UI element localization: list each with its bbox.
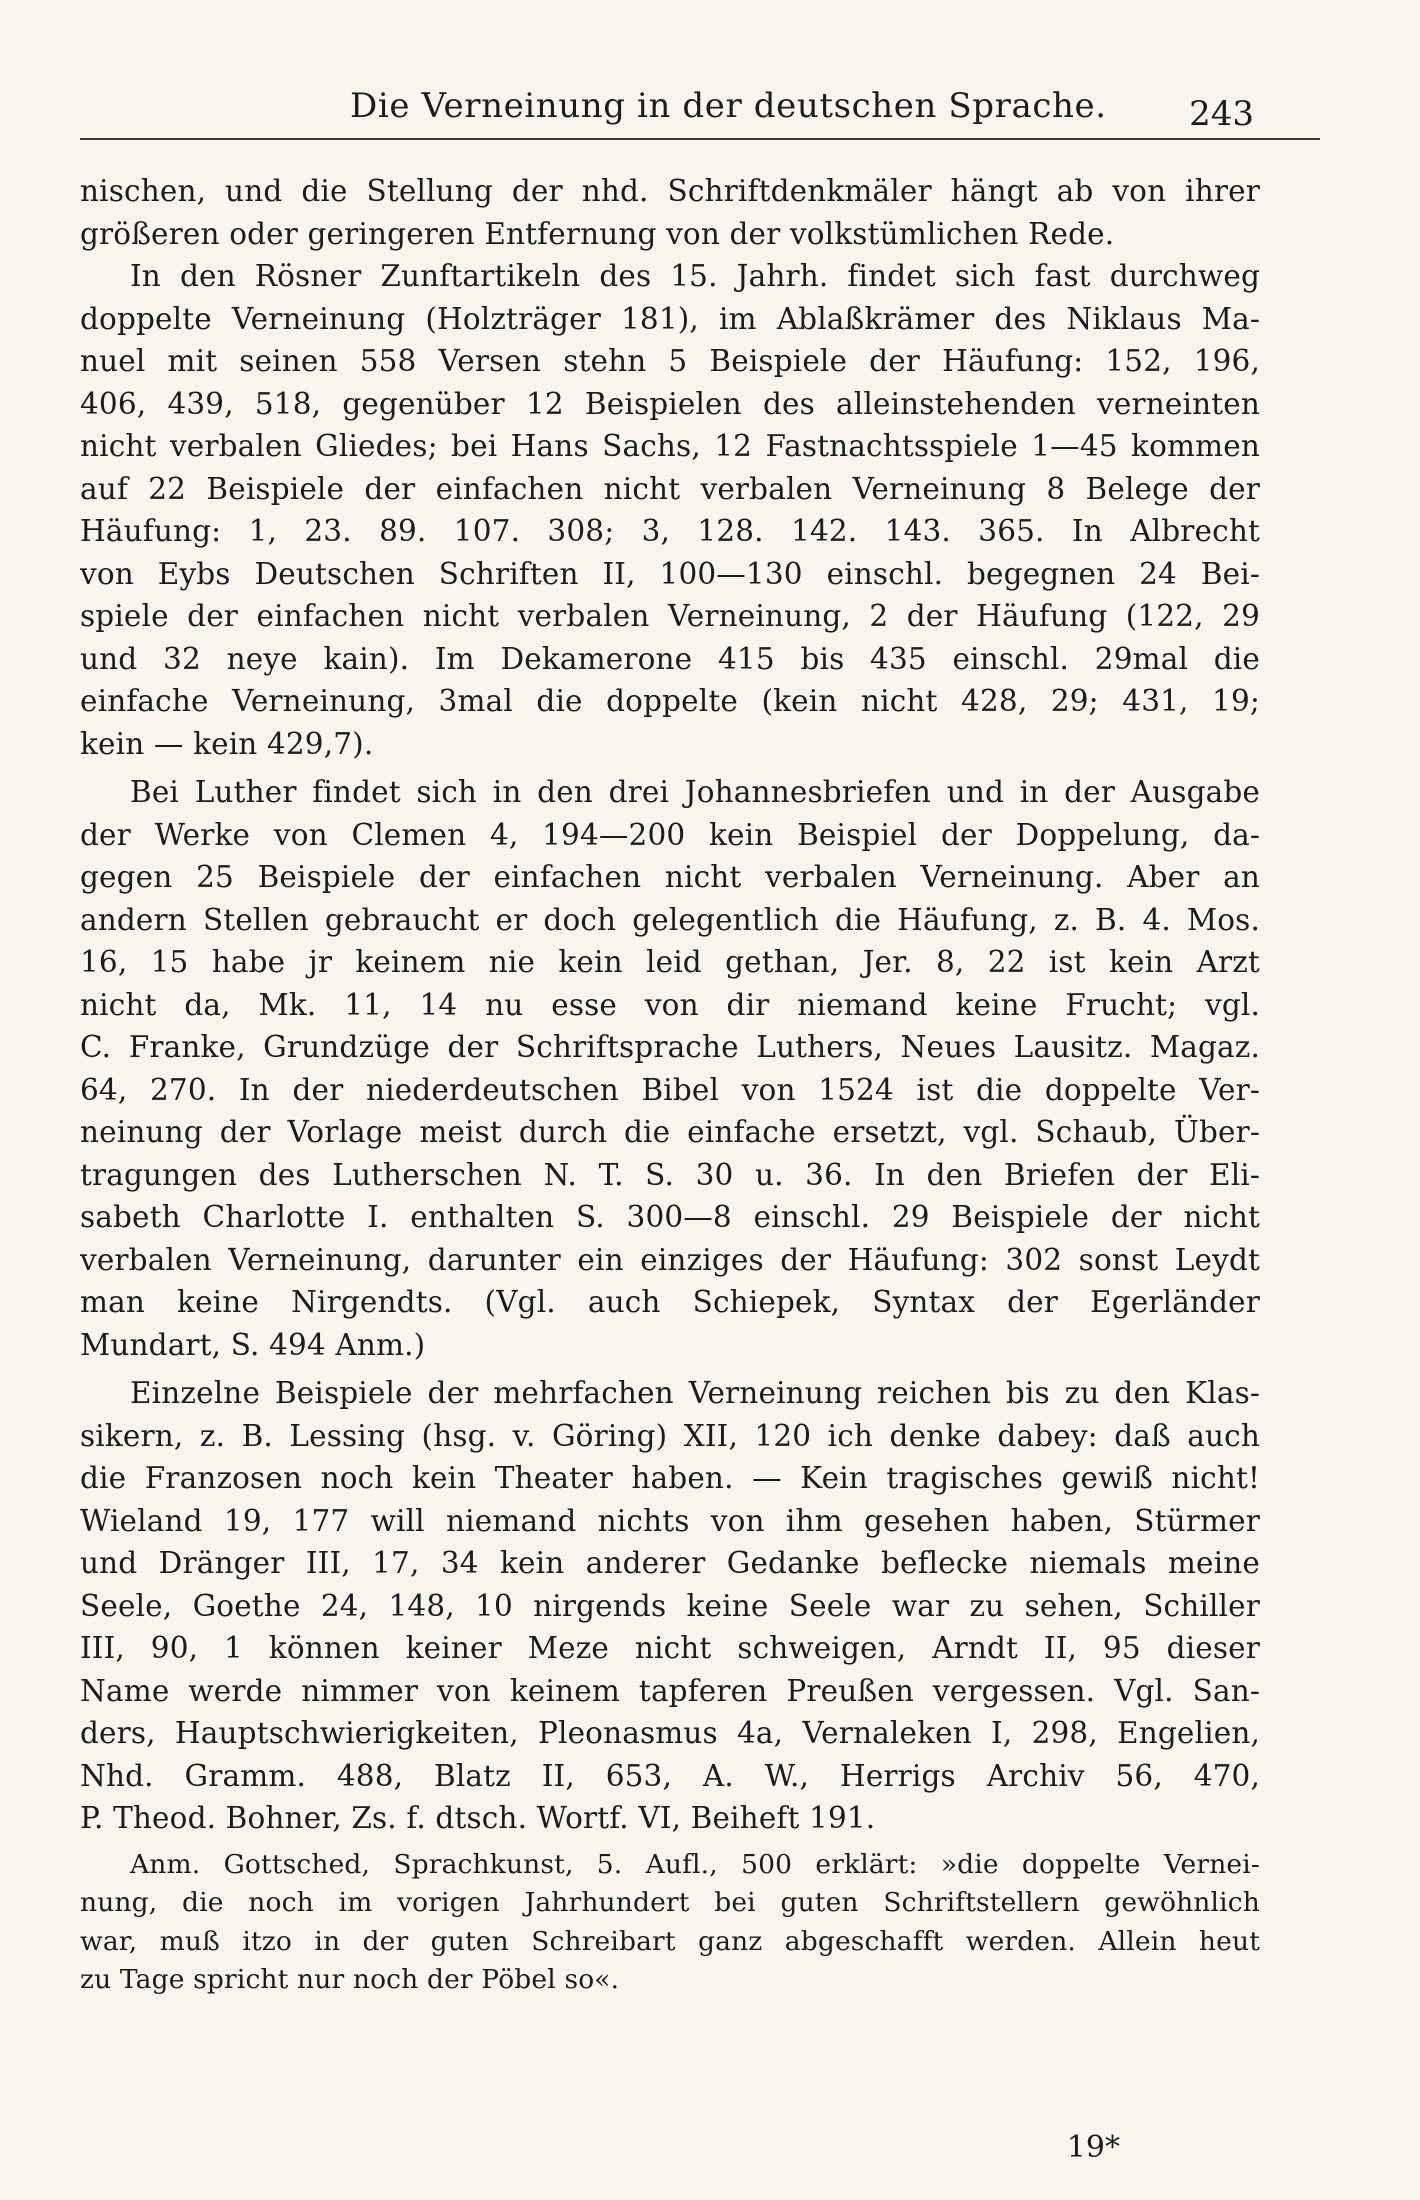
text-line: nicht da, Mk. 11, 14 nu esse von dir niemand keine Frucht; vgl. — [80, 987, 1260, 1022]
note-line: Anm. Gottsched, Sprachkunst, 5. Aufl., 500 erklärt: »die doppelte Vernei- — [130, 1848, 1260, 1880]
text-line: Bei Luther findet sich in den drei Johannesbriefen und in der Ausgabe — [130, 775, 1260, 809]
text-line: ders, Hauptschwierigkeiten, Pleonasmus 4a, Vernaleken I, 298, Engelien, — [80, 1716, 1260, 1750]
text-line: von Eybs Deutschen Schriften II, 100—130 einschl. begegnen 24 Bei- — [80, 556, 1260, 591]
text-line: doppelte Verneinung (Holzträger 181), im Ablaßkrämer des Niklaus Ma- — [80, 301, 1260, 336]
text-line: III, 90, 1 können keiner Meze nicht schweigen, Arndt II, 95 dieser — [80, 1631, 1260, 1665]
text-line: neinung der Vorlage meist durch die einfache ersetzt, vgl. Schaub, Über- — [80, 1115, 1260, 1149]
text-line: 64, 270. In der niederdeutschen Bibel von 1524 ist die doppelte Ver- — [80, 1072, 1260, 1107]
text-line: P. Theod. Bohner, Zs. f. dtsch. Wortf. VI, Beiheft 191. — [80, 1801, 876, 1835]
text-line: sabeth Charlotte I. enthalten S. 300—8 einschl. 29 Beispiele der nicht — [80, 1200, 1260, 1234]
text-line: Häufung: 1, 23. 89. 107. 308; 3, 128. 142. 143. 365. In Albrecht — [80, 514, 1260, 548]
note-line: zu Tage spricht nur noch der Pöbel so«. — [80, 1964, 620, 1995]
text-line: andern Stellen gebraucht er doch gelegentlich die Häufung, z. B. 4. Mos. — [80, 902, 1260, 937]
text-line: auf 22 Beispiele der einfachen nicht verbalen Verneinung 8 Belege der — [80, 471, 1260, 506]
text-line: Wieland 19, 177 will niemand nichts von ihm gesehen haben, Stürmer — [80, 1503, 1260, 1538]
body-text — [80, 170, 1260, 2000]
text-line: Mundart, S. 494 Anm.) — [80, 1327, 426, 1362]
text-line: spiele der einfachen nicht verbalen Verneinung, 2 der Häufung (122, 29 — [80, 599, 1260, 633]
text-line: die Franzosen noch kein Theater haben. — Kein tragisches gewiß nicht! — [80, 1461, 1260, 1495]
text-line: und Dränger III, 17, 34 kein anderer Gedanke beflecke niemals meine — [80, 1546, 1260, 1580]
header-rule — [80, 138, 1320, 140]
text-line: In den Rösner Zunftartikeln des 15. Jahrh. findet sich fast durchweg — [130, 259, 1260, 293]
text-line: einfache Verneinung, 3mal die doppelte (kein nicht 428, 29; 431, 19; — [80, 684, 1260, 718]
text-line: man keine Nirgendts. (Vgl. auch Schiepek, Syntax der Egerländer — [80, 1285, 1260, 1319]
text-line: Name werde nimmer von keinem tapferen Preußen vergessen. Vgl. San- — [80, 1673, 1260, 1708]
text-line: nicht verbalen Gliedes; bei Hans Sachs, 12 Fastnachtsspiele 1—45 kommen — [80, 429, 1260, 463]
text-line: der Werke von Clemen 4, 194—200 kein Beispiel der Doppelung, da- — [80, 817, 1260, 852]
text-line: Einzelne Beispiele der mehrfachen Verneinung reichen bis zu den Klas- — [130, 1376, 1260, 1410]
note-line: nung, die noch im vorigen Jahrhundert bei guten Schriftstellern gewöhnlich — [80, 1887, 1260, 1918]
page-number: 243 — [1189, 94, 1254, 134]
signature-mark: 19* — [1066, 2130, 1120, 2165]
text-line: Nhd. Gramm. 488, Blatz II, 653, A. W., Herrigs Archiv 56, 470, — [80, 1758, 1260, 1793]
running-title: Die Verneinung in der deutschen Sprache. — [350, 86, 1107, 126]
text-line: und 32 neye kain). Im Dekamerone 415 bis 435 einschl. 29mal die — [80, 641, 1260, 676]
text-line: größeren oder geringeren Entfernung von der volkstümlichen Rede. — [80, 216, 1115, 251]
text-line: gegen 25 Beispiele der einfachen nicht verbalen Verneinung. Aber an — [80, 860, 1260, 894]
text-line: Seele, Goethe 24, 148, 10 nirgends keine Seele war zu sehen, Schiller — [80, 1588, 1260, 1623]
text-line: sikern, z. B. Lessing (hsg. v. Göring) XII, 120 ich denke dabey: daß auch — [80, 1418, 1260, 1453]
text-line: 406, 439, 518, gegenüber 12 Beispielen des alleinstehenden verneinten — [80, 386, 1260, 421]
text-line: verbalen Verneinung, darunter ein einziges der Häufung: 302 sonst Leydt — [80, 1242, 1260, 1277]
text-line: nuel mit seinen 558 Versen stehn 5 Beispiele der Häufung: 152, 196, — [80, 344, 1260, 378]
text-line: 16, 15 habe jr keinem nie kein leid gethan, Jer. 8, 22 ist kein Arzt — [80, 945, 1260, 979]
text-line: C. Franke, Grundzüge der Schriftsprache Luthers, Neues Lausitz. Magaz. — [80, 1030, 1260, 1064]
footnote — [80, 1846, 1260, 2000]
text-line: kein — kein 429,7). — [80, 726, 374, 761]
running-head — [80, 86, 1340, 144]
text-line: tragungen des Lutherschen N. T. S. 30 u. 36. In den Briefen der Eli- — [80, 1157, 1260, 1192]
note-line: war, muß itzo in der guten Schreibart ganz abgeschafft werden. Allein heut — [80, 1925, 1260, 1957]
text-line: nischen, und die Stellung der nhd. Schriftdenkmäler hängt ab von ihrer — [80, 174, 1260, 208]
